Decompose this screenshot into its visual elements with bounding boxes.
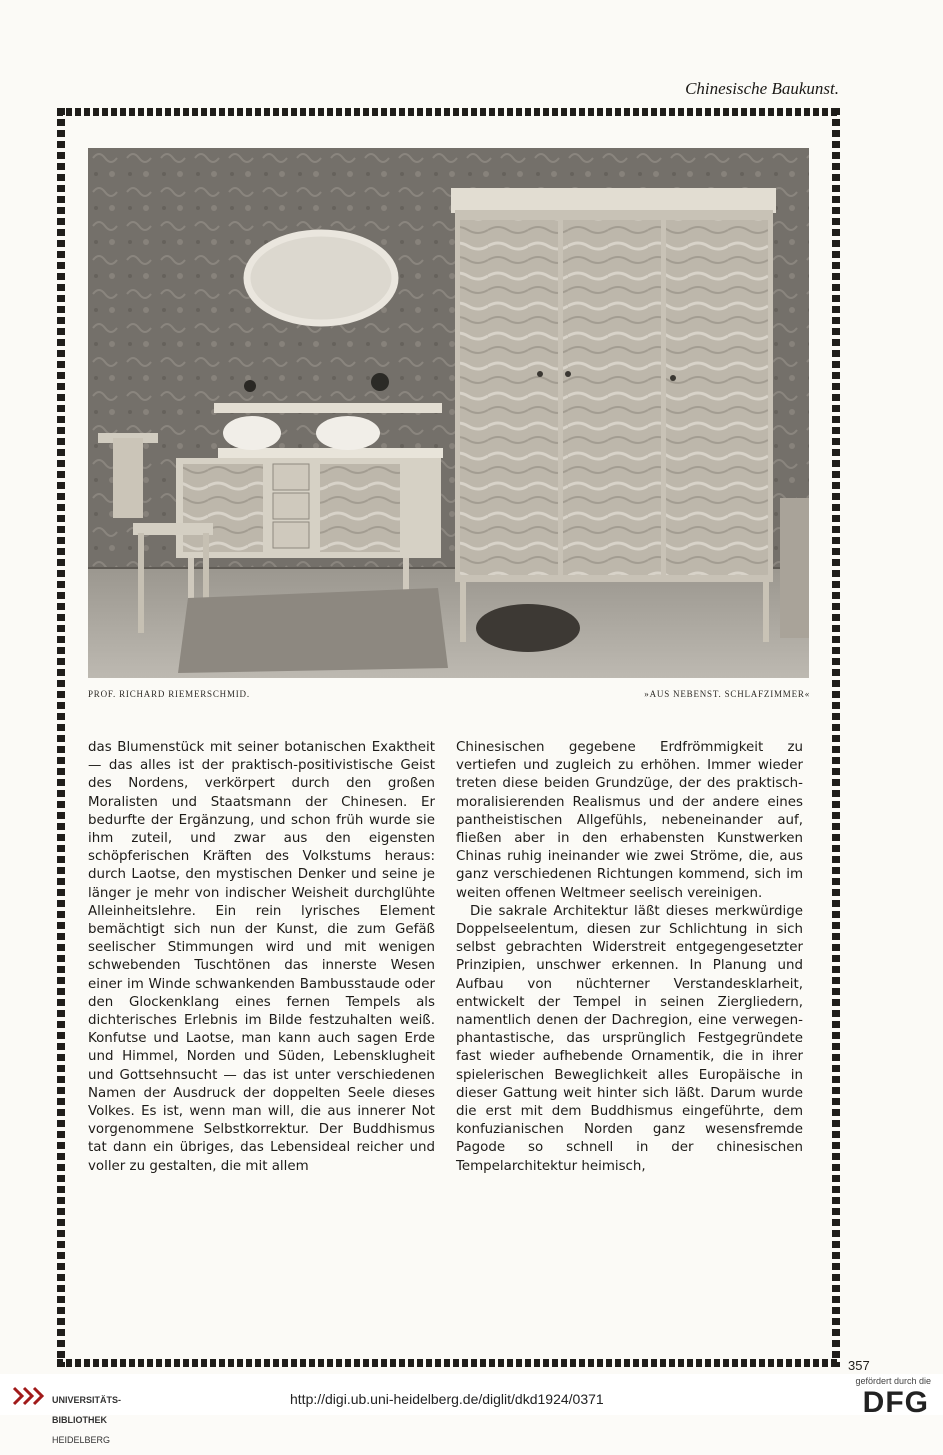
digitization-footer: [0, 1374, 943, 1445]
university-library-logo-icon: [12, 1384, 46, 1408]
paragraph: Chinesischen gegebene Erdfrömmigkeit zu vertiefen und zugleich zu erhöhen. Immer wieder treten diese beiden Grundzüge, der des praktisch-moralisierenden Realismus und der andere eines pantheistischen Allgefühls, nebeneinander auf, fließen aber in den erhabensten Kunstwerken Chinas ruhig ineinander wie zwei Ströme, die, aus ganz verschiedenen Richtungen kommend, sich im weiten offenen Weltmeer seelisch vereinigen.: [456, 740, 803, 901]
funding-note: gefördert durch die: [855, 1376, 931, 1386]
ornamental-border-left: [57, 108, 65, 1367]
photo-caption: »AUS NEBENST. SCHLAFZIMMER«: [644, 689, 810, 699]
library-name-line: BIBLIOTHEK: [52, 1415, 107, 1425]
ornamental-border-top: [57, 108, 840, 116]
library-name-line: HEIDELBERG: [52, 1435, 111, 1445]
text-column-right: [456, 739, 803, 1176]
running-head: Chinesische Baukunst.: [685, 79, 839, 98]
library-name: [52, 1385, 121, 1455]
photo-credit: PROF. RICHARD RIEMERSCHMID.: [88, 689, 250, 699]
text-column-left: [88, 739, 435, 1176]
page-number: 357: [848, 1358, 870, 1373]
bedroom-photograph-illustration: [88, 148, 809, 678]
paragraph: das Blumenstück mit seiner botanischen Exaktheit — das alles ist der praktisch-positivistische Geist des Nordens, verkörpert durch den großen Moralisten und Staatsmann der Chinesen. Er bedurfte der Ergänzung, und schon früh wurde sie ihm zuteil, und zwar aus den eigensten schöpferischen Kräften des Volkstums heraus: durch Laotse, den mystischen Denker und seine je länger je mehr von indischer Weisheit durchglühte Alleinheitslehre. Ein rein lyrisches Element bemächtigt sich nun der Kunst, die zum Gefäß seelischer Stimmungen wird und mit wenigen schwebenden Tuschtönen das innerste Wesen einer im Winde schwankenden Bambusstaude oder den Glockenklang eines fernen Tempels als dichterisches Erlebnis im Bilde festzuhalten weiß. Konfutse und Laotse, man kann auch sagen Erde und Himmel, Norden und Süden, Lebensklugheit und Gottsehnsucht — das ist unter verschiedenen Namen der Ausdruck der doppelten Seele dieses Volkes. Es ist, wenn man will, die aus innerer Not vorgenommene Selbstkorrektur. Der Buddhismus tat dann ein übriges, das Lebensideal reicher und voller zu gestalten, die mit allem: [88, 740, 435, 1174]
paragraph: Die sakrale Architektur läßt dieses merkwürdige Doppelseelentum, diesen zur Schlichtung in sich selbst gebrachten Widerstreit entgegengesetzter Prinzipien, unschwer erkennen. In Planung und Aufbau von nüchterner Verstandesklarheit, entwickelt der Tempel in seinen Ziergliedern, namentlich denen der Dachregion, eine verwegen-phantastische, das ursprünglich Festgegründete fast wieder aufhebende Ornamentik, die in ihrer spielerischen Beweglichkeit alles Europäische in dieser Gattung weit hinter sich läßt. Darum wurde die erst mit dem Buddhismus eingeführte, dem konfuzianischen Norden ganz wesensfremde Pagode so schnell in der chinesischen Tempelarchitektur heimisch,: [456, 903, 803, 1174]
dfg-logo: DFG: [862, 1386, 929, 1419]
permalink[interactable]: http://digi.ub.uni-heidelberg.de/diglit/dkd1924/0371: [290, 1391, 604, 1407]
bedroom-photograph: [88, 148, 809, 678]
ornamental-border-bottom: [57, 1359, 840, 1367]
ornamental-border-right: [832, 108, 840, 1367]
library-name-line: UNIVERSITÄTS-: [52, 1395, 122, 1405]
